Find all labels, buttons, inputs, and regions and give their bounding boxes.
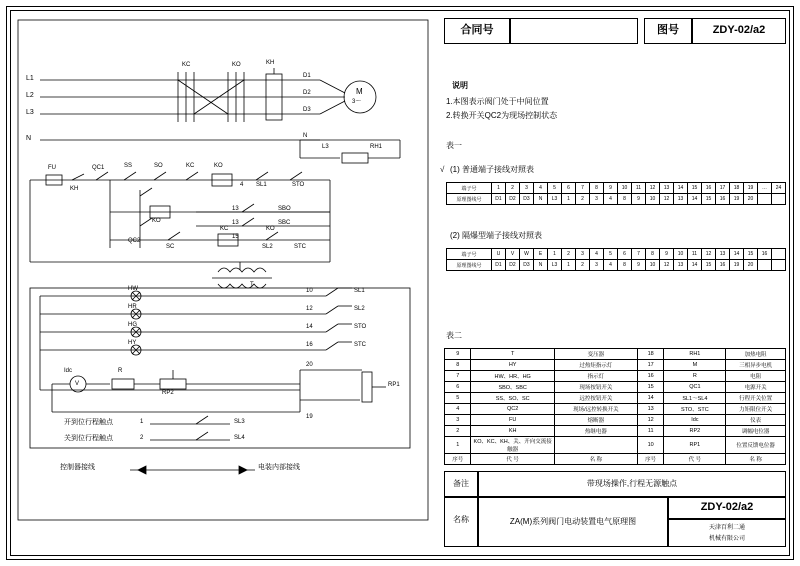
- wire-cell: 4: [604, 194, 618, 205]
- wire-cell: 1: [562, 194, 576, 205]
- component-cell: SBO、SBC: [471, 382, 554, 393]
- terminal-cell: 8: [646, 249, 660, 260]
- label-internal-wiring: 电装内部接线: [258, 464, 300, 471]
- table-row: [447, 260, 786, 271]
- component-cell: 加热电阻: [726, 349, 786, 360]
- table-one-caption: 表一: [446, 141, 462, 150]
- terminal-cell: 19: [744, 183, 758, 194]
- component-cell: 变压器: [554, 349, 637, 360]
- terminal-cell: 6: [618, 249, 632, 260]
- component-cell: RP1: [664, 437, 726, 454]
- label-contactor-ko: KO: [232, 62, 241, 68]
- label-sl1-top: SL1: [256, 182, 267, 188]
- wire-cell: 8: [618, 260, 632, 271]
- component-cell: RP2: [664, 426, 726, 437]
- terminal-cell: 11: [632, 183, 646, 194]
- terminal-cell: 1: [492, 183, 506, 194]
- label-rp2: RP2: [162, 390, 174, 396]
- notes-line-1: 1.本图表示阀门处于中间位置: [446, 97, 549, 106]
- wire-cell: 13: [674, 260, 688, 271]
- component-cell: 1: [445, 437, 471, 454]
- label-contactor-kc: KC: [182, 62, 191, 68]
- terminal-cell: 14: [674, 183, 688, 194]
- label-lamp-hr: HR: [128, 304, 137, 310]
- component-cell: 现场按钮开关: [554, 382, 637, 393]
- label-so: SO: [154, 163, 163, 169]
- wire-cell: 15: [702, 260, 716, 271]
- table-row: [445, 360, 786, 371]
- label-ko-coil: KO: [214, 163, 223, 169]
- component-cell: 指示灯: [554, 371, 637, 382]
- wire-cell: 19: [730, 260, 744, 271]
- component-cell: 7: [445, 371, 471, 382]
- label-travel-close: 关到位行程触点: [64, 435, 113, 442]
- label-travel-open: 开到位行程触点: [64, 419, 113, 426]
- component-header-cell: 序号: [445, 454, 471, 465]
- table-one-check: √: [440, 165, 445, 174]
- component-cell: [554, 437, 637, 454]
- table-header-row: [445, 454, 786, 465]
- component-cell: QC1: [664, 382, 726, 393]
- wire-cell: 4: [604, 260, 618, 271]
- t2-header-wire: 原理图线号: [447, 260, 492, 271]
- wire-cell: 15: [702, 194, 716, 205]
- label-l3-branch: L3: [322, 144, 329, 150]
- label-kc-third: KC: [220, 226, 229, 232]
- wire-num-16: 16: [306, 342, 313, 348]
- label-rp1: RP1: [388, 382, 400, 388]
- label-r: R: [118, 368, 123, 374]
- motor-symbol: M: [356, 87, 363, 96]
- terminal-cell: 18: [730, 183, 744, 194]
- component-cell: STO、STC: [664, 404, 726, 415]
- label-N: N: [26, 135, 32, 142]
- component-cell: HW、HR、HG: [471, 371, 554, 382]
- name-label: 名称: [453, 515, 469, 524]
- component-cell: 过热矩指示灯: [554, 360, 637, 371]
- label-sl2-right: SL2: [354, 306, 365, 312]
- table-row: [445, 382, 786, 393]
- components-table: [444, 348, 786, 465]
- contract-value-box: [510, 18, 638, 44]
- terminal-cell: 12: [702, 249, 716, 260]
- wire-cell: N: [534, 260, 548, 271]
- wire-cell: 3: [590, 194, 604, 205]
- terminal-table-explosion-proof: [446, 248, 786, 271]
- terminal-cell: U: [492, 249, 506, 260]
- company-line-2: 机械有限公司: [708, 536, 745, 542]
- table-one-sub2: (2) 隔爆型端子接线对照表: [450, 231, 542, 240]
- terminal-cell: W: [520, 249, 534, 260]
- wire-num-15: 15: [232, 234, 239, 240]
- label-motor-n: N: [303, 133, 308, 139]
- component-cell: M: [664, 360, 726, 371]
- terminal-cell: 16: [702, 183, 716, 194]
- name-text: ZA(M)系列阀门电动装置电气原理图: [509, 517, 637, 526]
- component-cell: SL1～SL4: [664, 393, 726, 404]
- component-cell: 力矩限位开关: [726, 404, 786, 415]
- terminal-cell: 11: [688, 249, 702, 260]
- component-header-cell: 名 称: [726, 454, 786, 465]
- terminal-cell: 2: [562, 249, 576, 260]
- wire-num-10: 10: [306, 288, 313, 294]
- terminal-cell: 7: [632, 249, 646, 260]
- component-cell: 位置反馈电位器: [726, 437, 786, 454]
- terminal-cell: 10: [674, 249, 688, 260]
- component-cell: 10: [637, 437, 664, 454]
- wire-cell: 20: [744, 194, 758, 205]
- label-L3: L3: [26, 109, 34, 116]
- wire-num-13b: 13: [232, 220, 239, 226]
- component-cell: 5: [445, 393, 471, 404]
- label-transformer: T: [250, 282, 254, 288]
- t1-header-wire: 原理图线号: [447, 194, 492, 205]
- terminal-cell: 9: [604, 183, 618, 194]
- label-sl3: SL3: [234, 419, 245, 425]
- company-line-1: 天津百利二通: [708, 525, 745, 531]
- wire-cell: 9: [632, 194, 646, 205]
- terminal-cell: 15: [744, 249, 758, 260]
- label-lamp-hg: HG: [128, 322, 137, 328]
- component-cell: R: [664, 371, 726, 382]
- terminal-cell: 15: [688, 183, 702, 194]
- wire-cell: 14: [688, 194, 702, 205]
- label-control-wiring: 控制器接线: [60, 464, 95, 471]
- table-row: [447, 183, 786, 194]
- component-cell: 4: [445, 404, 471, 415]
- component-cell: 8: [445, 360, 471, 371]
- label-motor-d2: D2: [303, 90, 311, 96]
- component-cell: FU: [471, 415, 554, 426]
- terminal-cell: 1: [548, 249, 562, 260]
- wire-cell: 14: [688, 260, 702, 271]
- wire-num-13a: 13: [232, 206, 239, 212]
- wire-cell: 20: [744, 260, 758, 271]
- terminal-cell: 13: [716, 249, 730, 260]
- wire-cell: 19: [730, 194, 744, 205]
- wire-cell: 9: [632, 260, 646, 271]
- table-row: [447, 194, 786, 205]
- component-cell: 6: [445, 382, 471, 393]
- label-lamp-hy: HY: [128, 340, 137, 346]
- notes-line-2: 2.转换开关QC2为现场控制状态: [446, 111, 558, 120]
- terminal-cell: 13: [660, 183, 674, 194]
- terminal-table-normal: [446, 182, 786, 205]
- label-lamp-hw: HW: [128, 286, 138, 292]
- label-fu: FU: [48, 165, 56, 171]
- label-ko-third: KO: [266, 226, 275, 232]
- component-header-cell: 代 号: [471, 454, 554, 465]
- wire-num-12: 12: [306, 306, 313, 312]
- terminal-cell: 3: [520, 183, 534, 194]
- component-cell: 电阻: [726, 371, 786, 382]
- component-cell: 9: [445, 349, 471, 360]
- terminal-cell: V: [506, 249, 520, 260]
- table-row: [447, 249, 786, 260]
- label-sl2: SL2: [262, 244, 273, 250]
- label-contactor-kh: KH: [266, 60, 275, 66]
- wire-cell: D3: [520, 260, 534, 271]
- terminal-cell: …: [758, 183, 772, 194]
- label-qc1: QC1: [92, 165, 105, 171]
- label-idc: Idc: [64, 368, 73, 374]
- terminal-cell: 8: [590, 183, 604, 194]
- component-cell: HY: [471, 360, 554, 371]
- component-cell: RH1: [664, 349, 726, 360]
- component-header-cell: 名 称: [554, 454, 637, 465]
- label-stc-right: STC: [354, 342, 366, 348]
- wire-cell: 10: [646, 260, 660, 271]
- label-L1: L1: [26, 75, 34, 82]
- terminal-cell: 2: [506, 183, 520, 194]
- label-stc: STC: [294, 244, 306, 250]
- wire-cell: N: [534, 194, 548, 205]
- component-cell: 15: [637, 382, 664, 393]
- component-cell: 14: [637, 393, 664, 404]
- terminal-cell: 4: [534, 183, 548, 194]
- t2-header-terminal: 端子号: [447, 249, 492, 260]
- table-row: [445, 404, 786, 415]
- wire-cell: 12: [660, 194, 674, 205]
- terminal-cell: 14: [730, 249, 744, 260]
- wire-cell: [772, 194, 786, 205]
- component-cell: SS、SO、SC: [471, 393, 554, 404]
- component-cell: KH: [471, 426, 554, 437]
- label-sto-top: STO: [292, 182, 305, 188]
- table-row: [445, 415, 786, 426]
- wire-cell: 8: [618, 194, 632, 205]
- wire-cell: [758, 260, 772, 271]
- wire-cell: D1: [492, 194, 506, 205]
- contract-label: 合同号: [460, 24, 494, 36]
- label-sl1-right: SL1: [354, 288, 365, 294]
- drawing-value: ZDY-02/a2: [712, 24, 766, 36]
- table-row: [445, 426, 786, 437]
- terminal-cell: 4: [590, 249, 604, 260]
- label-sbo: SBO: [278, 206, 291, 212]
- wire-num-19: 19: [306, 414, 313, 420]
- table-row: [445, 393, 786, 404]
- wire-cell: 3: [590, 260, 604, 271]
- wire-cell: 13: [674, 194, 688, 205]
- component-cell: 2: [445, 426, 471, 437]
- component-cell: 热继电器: [554, 426, 637, 437]
- travel-num-2: 2: [140, 435, 144, 441]
- label-motor-d1: D1: [303, 73, 311, 79]
- wire-cell: 1: [562, 260, 576, 271]
- company-box: [668, 519, 786, 547]
- component-cell: 16: [637, 371, 664, 382]
- component-cell: T: [471, 349, 554, 360]
- label-kh: KH: [70, 186, 79, 192]
- table-row: [445, 437, 786, 454]
- table-one-sub1: (1) 普通端子接线对照表: [450, 165, 534, 174]
- label-qc2: QC2: [128, 238, 141, 244]
- wire-cell: D3: [520, 194, 534, 205]
- terminal-cell: 17: [716, 183, 730, 194]
- wire-cell: D2: [506, 194, 520, 205]
- terminal-cell: 12: [646, 183, 660, 194]
- terminal-cell: 24: [772, 183, 786, 194]
- label-sc: SC: [166, 244, 175, 250]
- label-heater-rh1: RH1: [370, 144, 383, 150]
- terminal-cell: [772, 249, 786, 260]
- terminal-cell: 3: [576, 249, 590, 260]
- component-cell: Idc: [664, 415, 726, 426]
- t1-header-terminal: 端子号: [447, 183, 492, 194]
- wire-cell: 2: [576, 260, 590, 271]
- label-sl4: SL4: [234, 435, 245, 441]
- label-sto-right: STO: [354, 324, 367, 330]
- component-cell: 仪表: [726, 415, 786, 426]
- component-cell: 现场/远控转换开关: [554, 404, 637, 415]
- label-sbc: SBC: [278, 220, 291, 226]
- wire-cell: [758, 194, 772, 205]
- terminal-cell: E: [534, 249, 548, 260]
- wire-num-4: 4: [240, 182, 244, 188]
- wire-num-20: 20: [306, 362, 313, 368]
- wire-cell: 10: [646, 194, 660, 205]
- wire-cell: L3: [548, 194, 562, 205]
- terminal-cell: 7: [576, 183, 590, 194]
- label-ko-second: KO: [152, 218, 161, 224]
- terminal-cell: 6: [562, 183, 576, 194]
- wire-num-14: 14: [306, 324, 313, 330]
- wire-cell: 12: [660, 260, 674, 271]
- idc-meter-symbol: V: [75, 381, 80, 387]
- component-cell: 17: [637, 360, 664, 371]
- label-ss: SS: [124, 163, 133, 169]
- table-row: [445, 371, 786, 382]
- wire-cell: 2: [576, 194, 590, 205]
- label-L2: L2: [26, 92, 34, 99]
- component-cell: QC2: [471, 404, 554, 415]
- label-kc-aux: KC: [186, 163, 195, 169]
- notes-title: 说明: [452, 81, 468, 90]
- component-cell: 行程开关位置: [726, 393, 786, 404]
- component-cell: 11: [637, 426, 664, 437]
- wire-cell: D2: [506, 260, 520, 271]
- wire-cell: 16: [716, 260, 730, 271]
- schematic-area: [14, 14, 432, 552]
- component-header-cell: 代 号: [664, 454, 726, 465]
- component-cell: 电源开关: [726, 382, 786, 393]
- terminal-cell: 5: [548, 183, 562, 194]
- wire-cell: 16: [716, 194, 730, 205]
- label-motor-d3: D3: [303, 107, 311, 113]
- component-cell: 三相异步电机: [726, 360, 786, 371]
- remark-text: 带现场操作,行程无源触点: [586, 479, 678, 488]
- component-cell: 13: [637, 404, 664, 415]
- wire-cell: D1: [492, 260, 506, 271]
- code-text: ZDY-02/a2: [700, 501, 754, 513]
- terminal-cell: 16: [758, 249, 772, 260]
- component-cell: KO、KC、KH、关、开向交流接触器: [471, 437, 554, 454]
- component-cell: 12: [637, 415, 664, 426]
- component-cell: 3: [445, 415, 471, 426]
- component-cell: 调幅电位器: [726, 426, 786, 437]
- remark-label: 备注: [453, 479, 469, 488]
- component-cell: 熔断器: [554, 415, 637, 426]
- terminal-cell: 10: [618, 183, 632, 194]
- component-header-cell: 序号: [637, 454, 664, 465]
- table-row: [445, 349, 786, 360]
- component-cell: 18: [637, 349, 664, 360]
- terminal-cell: 5: [604, 249, 618, 260]
- drawing-label: 图号: [657, 24, 679, 36]
- travel-num-1: 1: [140, 419, 144, 425]
- component-cell: 远控按钮开关: [554, 393, 637, 404]
- wire-cell: L3: [548, 260, 562, 271]
- motor-phase-label: 3～: [352, 99, 362, 105]
- terminal-cell: 9: [660, 249, 674, 260]
- table-two-caption: 表二: [446, 331, 462, 340]
- wire-cell: [772, 260, 786, 271]
